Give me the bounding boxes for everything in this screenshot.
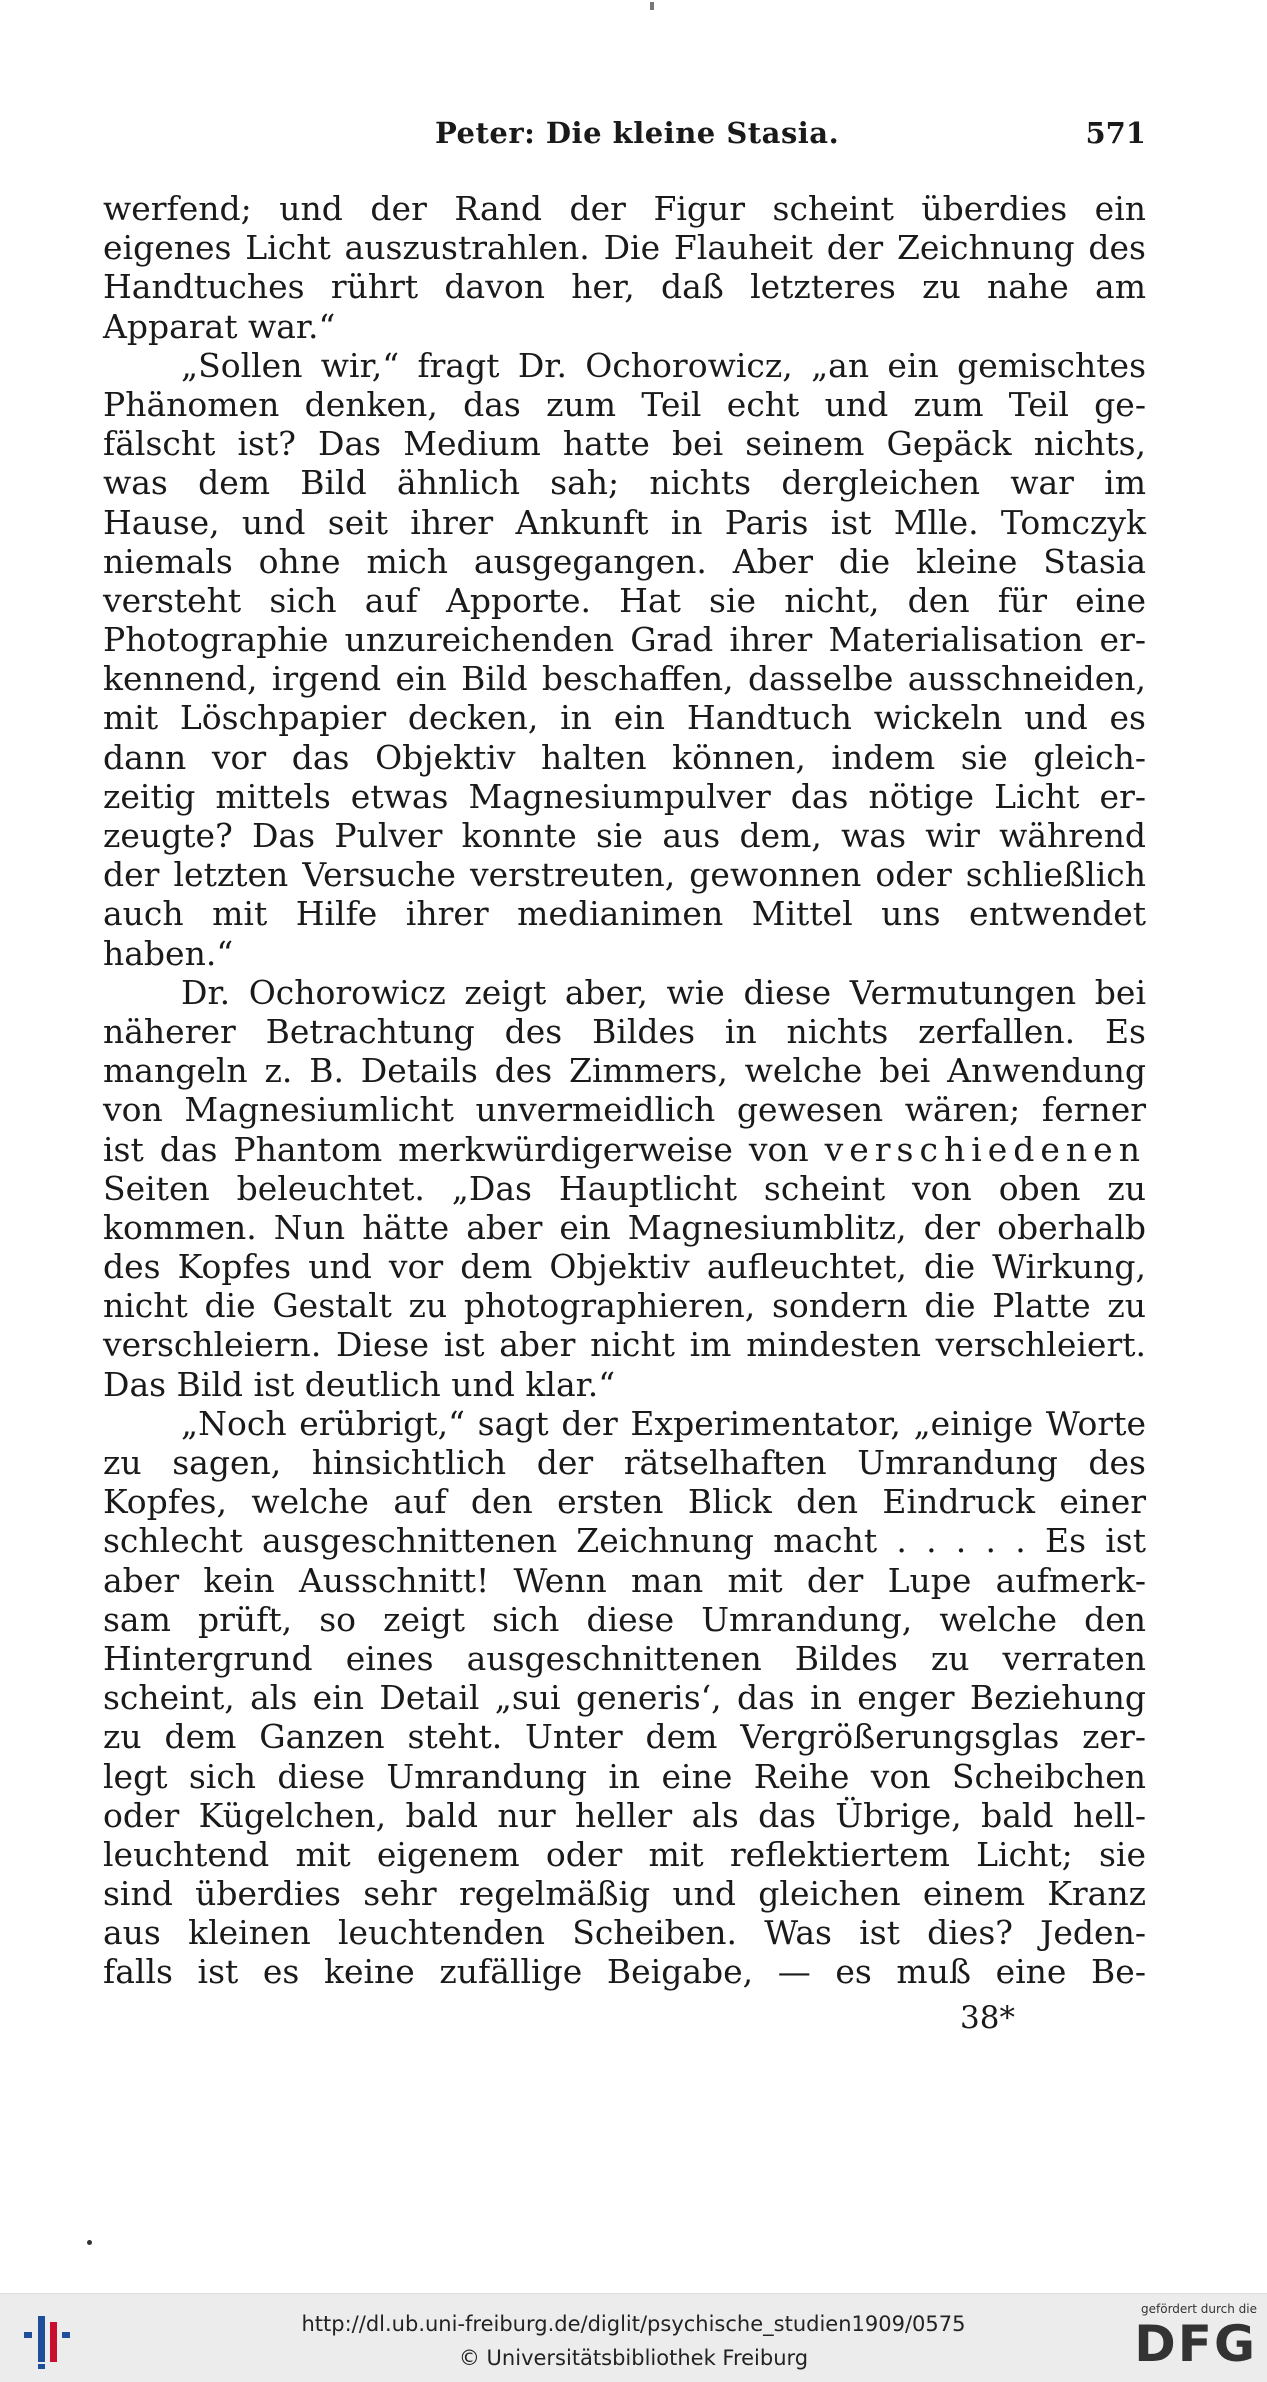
text-line: haben.“ bbox=[103, 933, 234, 973]
dfg-logo-text: DFG bbox=[1134, 2315, 1257, 2373]
text-line: nicht die Gestalt zu photographieren, sondern die Platte zu bbox=[103, 1286, 1146, 1326]
text-line: von Magnesiumlicht unvermeidlich gewesen wären; ferner bbox=[103, 1090, 1146, 1130]
text-line: zu sagen, hinsichtlich der rätselhaften Umrandung des bbox=[103, 1443, 1146, 1482]
supported-by-text: gefördert durch die bbox=[1141, 2302, 1257, 2316]
scan-artifact-dot bbox=[87, 2240, 92, 2245]
text-line-part: ist das Phantom merkwürdigerweise von bbox=[103, 1129, 809, 1169]
page-number: 571 bbox=[1085, 116, 1146, 150]
book-page bbox=[103, 0, 1146, 2220]
text-line: schlecht ausgeschnittenen Zeichnung macht . . . . . Es ist bbox=[103, 1521, 1146, 1561]
text-line: dann vor das Objektiv halten können, indem sie gleich- bbox=[103, 737, 1146, 777]
text-line: leuchtend mit eigenem oder mit reflektiertem Licht; sie bbox=[103, 1834, 1146, 1874]
text-line: Seiten beleuchtet. „Das Hauptlicht scheint von oben zu bbox=[103, 1168, 1146, 1208]
text-line: fälscht ist? Das Medium hatte bei seinem Gepäck nichts, bbox=[103, 424, 1146, 464]
text-line: auch mit Hilfe ihrer medianimen Mittel uns entwendet bbox=[103, 894, 1146, 934]
text-line: Photographie unzureichenden Grad ihrer Materialisation er- bbox=[103, 620, 1146, 660]
text-line: niemals ohne mich ausgegangen. Aber die kleine Stasia bbox=[103, 541, 1146, 581]
text-line: „Sollen wir,“ fragt Dr. Ochorowicz, „an ein gemischtes bbox=[181, 345, 1146, 385]
text-line: sind überdies sehr regelmäßig und gleichen einem Kranz bbox=[103, 1874, 1146, 1914]
emphasized-word: verschiedenen bbox=[824, 1129, 1146, 1169]
text-line: zu dem Ganzen steht. Unter dem Vergrößerungsglas zer- bbox=[103, 1717, 1146, 1757]
text-line: Kopfes, welche auf den ersten Blick den Eindruck einer bbox=[103, 1482, 1146, 1522]
text-line: Hintergrund eines ausgeschnittenen Bildes zu verraten bbox=[103, 1638, 1146, 1678]
text-line: werfend; und der Rand der Figur scheint überdies ein bbox=[103, 189, 1146, 228]
text-line: Phänomen denken, das zum Teil echt und zum Teil ge- bbox=[103, 384, 1146, 424]
text-line: Hause, und seit ihrer Ankunft in Paris ist Mlle. Tomczyk bbox=[103, 502, 1146, 542]
text-line: sam prüft, so zeigt sich diese Umrandung, welche den bbox=[103, 1599, 1146, 1639]
dfg-logo bbox=[1117, 2302, 1257, 2378]
text-line: versteht sich auf Apporte. Hat sie nicht, den für eine bbox=[103, 580, 1146, 620]
text-line: „Noch erübrigt,“ sagt der Experimentator, „einige Worte bbox=[181, 1403, 1146, 1443]
text-line: aus kleinen leuchtenden Scheiben. Was ist dies? Jeden- bbox=[103, 1913, 1146, 1953]
text-line: scheint, als ein Detail „sui generis‘, das in enger Beziehung bbox=[103, 1678, 1146, 1718]
text-line: kennend, irgend ein Bild beschaffen, dasselbe ausschneiden, bbox=[103, 659, 1146, 699]
document-url-link[interactable]: http://dl.ub.uni-freiburg.de/diglit/psychische_studien1909/0575 bbox=[301, 2312, 966, 2336]
running-header bbox=[103, 112, 1146, 162]
text-line: aber kein Ausschnitt! Wenn man mit der Lupe aufmerk- bbox=[103, 1560, 1146, 1600]
text-line: legt sich diese Umrandung in eine Reihe von Scheibchen bbox=[103, 1756, 1146, 1796]
text-line: falls ist es keine zufällige Beigabe, — es muß eine Be- bbox=[103, 1952, 1146, 1992]
signature-mark: 38* bbox=[960, 2000, 1015, 2036]
running-title: Peter: Die kleine Stasia. bbox=[435, 116, 840, 150]
copyright-text: © Universitätsbibliothek Freiburg bbox=[458, 2346, 809, 2370]
text-line: Dr. Ochorowicz zeigt aber, wie diese Vermutungen bei bbox=[181, 972, 1146, 1012]
body-text bbox=[103, 189, 1146, 1992]
text-line: verschleiern. Diese ist aber nicht im mindesten verschleiert. bbox=[103, 1325, 1146, 1365]
text-line bbox=[103, 1130, 1146, 1169]
text-line: zeugte? Das Pulver konnte sie aus dem, was wir während bbox=[103, 816, 1146, 855]
text-line: mangeln z. B. Details des Zimmers, welche bei Anwendung bbox=[103, 1051, 1146, 1091]
text-line: eigenes Licht auszustrahlen. Die Flauheit der Zeichnung des bbox=[103, 228, 1146, 268]
viewer-footer bbox=[0, 2293, 1267, 2382]
text-line: Handtuches rührt davon her, daß letzteres zu nahe am bbox=[103, 267, 1146, 307]
text-line: der letzten Versuche verstreuten, gewonnen oder schließlich bbox=[103, 855, 1146, 895]
text-line: Das Bild ist deutlich und klar.“ bbox=[103, 1364, 616, 1404]
text-line: was dem Bild ähnlich sah; nichts dergleichen war im bbox=[103, 463, 1146, 503]
text-line: kommen. Nun hätte aber ein Magnesiumblitz, der oberhalb bbox=[103, 1207, 1146, 1247]
text-line: Apparat war.“ bbox=[103, 306, 336, 346]
text-line: des Kopfes und vor dem Objektiv aufleuchtet, die Wirkung, bbox=[103, 1247, 1146, 1287]
text-line: mit Löschpapier decken, in ein Handtuch wickeln und es bbox=[103, 698, 1146, 738]
text-line: oder Kügelchen, bald nur heller als das Übrige, bald hell- bbox=[103, 1795, 1146, 1835]
text-line: zeitig mittels etwas Magnesiumpulver das nötige Licht er- bbox=[103, 776, 1146, 816]
text-line: näherer Betrachtung des Bildes in nichts zerfallen. Es bbox=[103, 1011, 1146, 1051]
